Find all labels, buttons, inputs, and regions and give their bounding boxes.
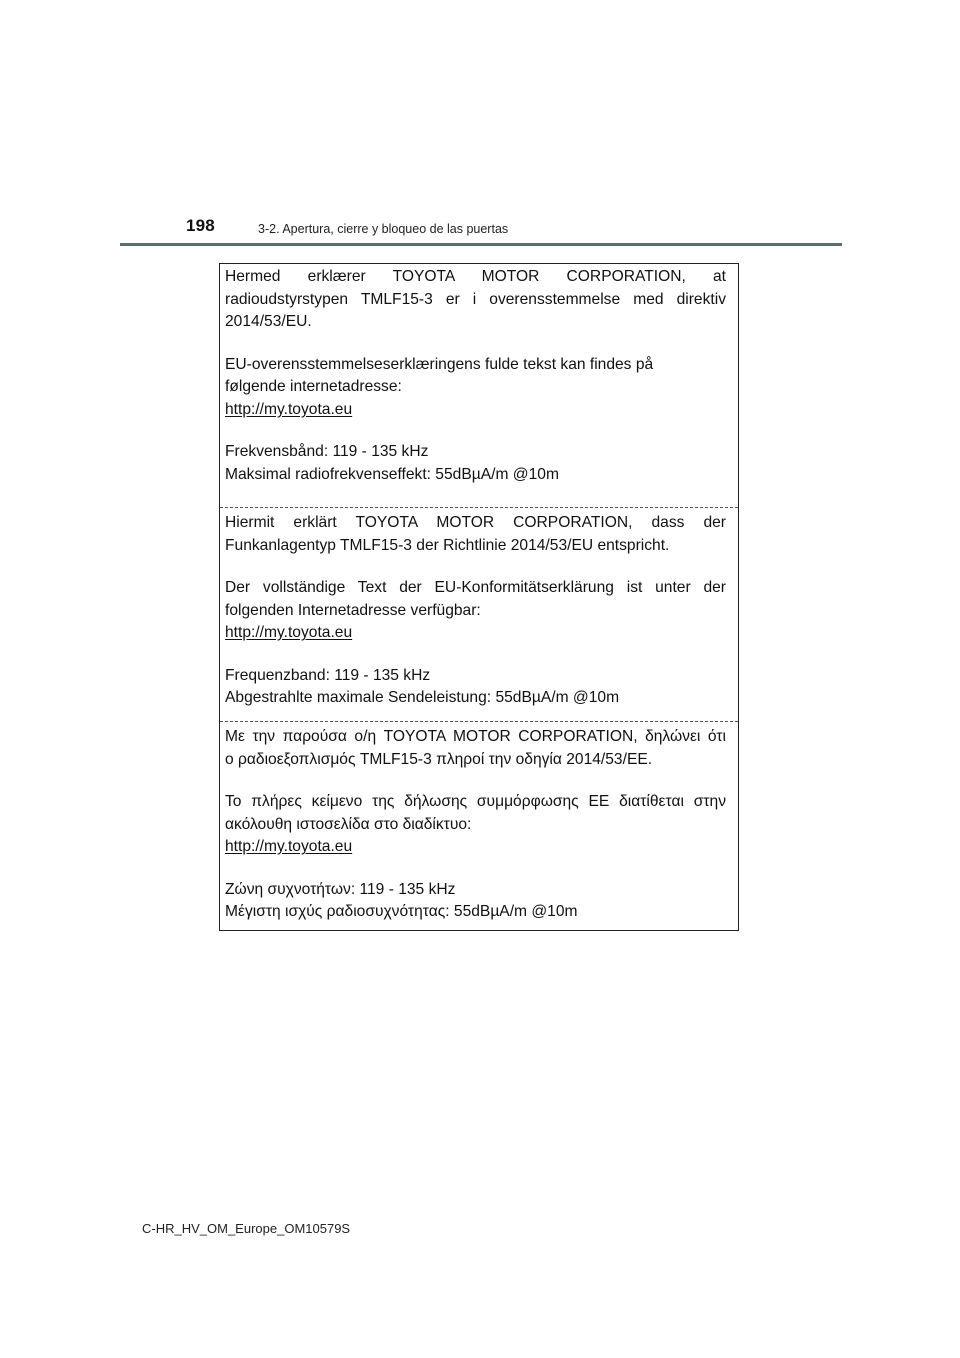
german-fulltext-line: Der vollständige Text der EU-Konformitätserklärung ist unter der: [225, 579, 726, 596]
german-max-power: Abgestrahlte maximale Sendeleistung: 55dBµA/m @10m: [225, 689, 620, 706]
danish-max-power: Maksimal radiofrekvenseffekt: 55dBµA/m @10m: [225, 465, 559, 483]
greek-declaration-line: ο ραδιοεξοπλισμός TMLF15-3 πληροί την οδηγία 2014/53/ΕΕ.: [225, 750, 653, 768]
danish-url-link[interactable]: http://my.toyota.eu: [225, 400, 353, 418]
greek-declaration-section: [220, 726, 738, 924]
danish-declaration-line: Hermed erklærer TOYOTA MOTOR CORPORATION, at: [225, 268, 726, 285]
greek-fulltext-line: ακόλουθη ιστοσελίδα στο διαδίκτυο:: [225, 815, 472, 833]
manual-code: C-HR_HV_OM_Europe_OM10579S: [142, 1221, 351, 1236]
greek-frequency-band: Ζώνη συχνοτήτων: 119 - 135 kHz: [225, 880, 456, 898]
header-rule: [120, 243, 842, 246]
german-frequency-band: Frequenzband: 119 - 135 kHz: [225, 666, 431, 684]
page-number: 198: [186, 216, 215, 235]
section-title: 3-2. Apertura, cierre y bloqueo de las puertas: [258, 222, 509, 236]
german-declaration-line: Funkanlagentyp TMLF15-3 der Richtlinie 2014/53/EU entspricht.: [225, 536, 670, 554]
danish-frequency-band: Frekvensbånd: 119 - 135 kHz: [225, 443, 429, 460]
danish-fulltext-line: følgende internetadresse:: [225, 378, 402, 395]
danish-declaration-section: [220, 266, 738, 486]
danish-declaration-line: radioudstyrstypen TMLF15-3 er i overensstemmelse med direktiv: [225, 290, 726, 308]
declaration-of-conformity-box: [219, 263, 739, 931]
german-declaration-section: [220, 512, 738, 710]
danish-fulltext-line: EU-overensstemmelseserklæringens fulde tekst kan findes på: [225, 355, 654, 373]
greek-max-power: Μέγιστη ισχύς ραδιοσυχνότητας: 55dBµA/m @10m: [225, 903, 578, 920]
danish-declaration-line: 2014/53/EU.: [225, 313, 312, 330]
greek-url-link[interactable]: http://my.toyota.eu: [225, 838, 353, 855]
section-divider: [220, 507, 738, 508]
german-fulltext-line: folgenden Internetadresse verfügbar:: [225, 601, 481, 619]
greek-declaration-line: Με την παρούσα ο/η TOYOTA MOTOR CORPORATION, δηλώνει ότι: [225, 728, 726, 745]
german-url-link[interactable]: http://my.toyota.eu: [225, 624, 353, 641]
german-declaration-line: Hiermit erklärt TOYOTA MOTOR CORPORATION, dass der: [225, 514, 726, 531]
section-divider: [220, 721, 738, 722]
greek-fulltext-line: Το πλήρες κείμενο της δήλωσης συμμόρφωσης ΕΕ διατίθεται στην: [225, 793, 726, 810]
